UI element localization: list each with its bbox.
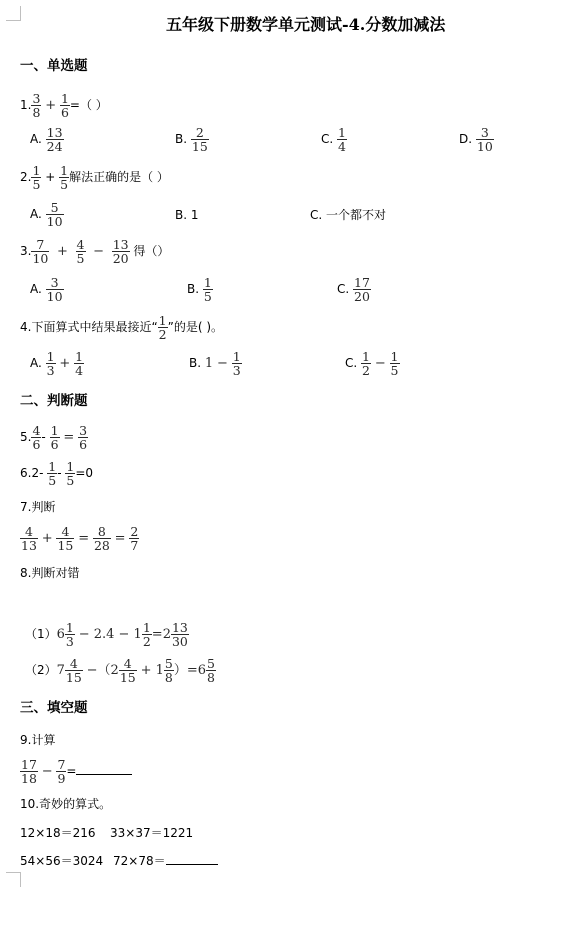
option-c[interactable]: C. $\frac{17}{20}$ [337,275,370,304]
option-c[interactable]: C. $\frac{1}{2}$ − $\frac{1}{5}$ [345,349,399,378]
question-7-label: 7.判断 [20,500,56,514]
question-6: 6.2- $\frac{1}{5}$ - $\frac{1}{5}$ =0 [20,459,94,488]
equation-row-1a: 12×18＝216 [20,826,96,840]
question-8-label: 8.判断对错 [20,566,80,580]
option-c[interactable]: C. 一个都不对 [310,208,387,222]
option-b[interactable]: B. $\frac{2}{15}$ [175,125,208,154]
question-9-label: 9.计算 [20,733,56,747]
page-corner-mark [6,6,21,21]
option-b[interactable]: B. 1 [175,208,199,222]
section-heading-single-choice: 一、单选题 [20,58,88,74]
option-a[interactable]: A. $\frac{5}{10}$ [30,200,63,229]
option-a[interactable]: A. $\frac{3}{10}$ [30,275,63,304]
question-5: 5. $\frac{4}{6}$ - $\frac{1}{6}$ = $\frac{3}{6}$ [20,423,88,452]
question-1: 1. $\frac{3}{8}$ + $\frac{1}{6}$ =（ ） [20,91,108,120]
section-heading-fill-blank: 三、填空题 [20,700,88,716]
question-9-expression: $\frac{17}{18}$ − $\frac{7}{9}$ = [20,758,132,785]
equation-row-2a: 54×56＝3024 [20,854,104,868]
answer-blank[interactable] [76,774,132,775]
section-heading-true-false: 二、判断题 [20,393,88,409]
question-10-label: 10.奇妙的算式。 [20,797,112,811]
question-2: 2. $\frac{1}{5}$ + $\frac{1}{5}$ 解法正确的是（ ） [20,163,169,192]
equation-row-2b: 72×78＝ [113,853,218,869]
fraction: $\frac{1}{6}$ [60,91,69,120]
question-3: 3. $\frac{7}{10}$ + $\frac{4}{5}$ − $\frac{13}{20}$ 得（） [20,237,170,266]
option-a[interactable]: A. $\frac{1}{3}$ + $\frac{1}{4}$ [30,349,84,378]
option-b[interactable]: B. $\frac{1}{5}$ [187,275,212,304]
question-8-part-2: （2）7 $\frac{4}{15}$ −（2 $\frac{4}{15}$ + 1 $\frac{5}{8}$ ）=6 $\frac{5}{8}$ [25,656,215,685]
page-corner-mark [6,872,21,887]
fraction: $\frac{3}{8}$ [32,91,41,120]
answer-blank[interactable] [166,864,218,865]
option-a[interactable]: A. $\frac{13}{24}$ [30,125,63,154]
option-c[interactable]: C. $\frac{1}{4}$ [321,125,346,154]
equation-row-1b: 33×37＝1221 [110,826,194,840]
question-7-expression: $\frac{4}{13}$ + $\frac{4}{15}$ = $\frac{8}{28}$ = $\frac{2}{7}$ [21,524,139,553]
option-b[interactable]: B. 1 − $\frac{1}{3}$ [189,349,241,378]
option-d[interactable]: D. $\frac{3}{10}$ [459,125,493,154]
question-8-part-1: （1）6 $\frac{1}{3}$ − 2.4 − 1 $\frac{1}{2}$ =2 $\frac{13}{30}$ [25,620,188,649]
page-title: 五年级下册数学单元测试-4.分数加减法 [166,15,446,34]
question-4: 4.下面算式中结果最接近“ $\frac{1}{2}$ ”的是( )。 [20,313,224,342]
